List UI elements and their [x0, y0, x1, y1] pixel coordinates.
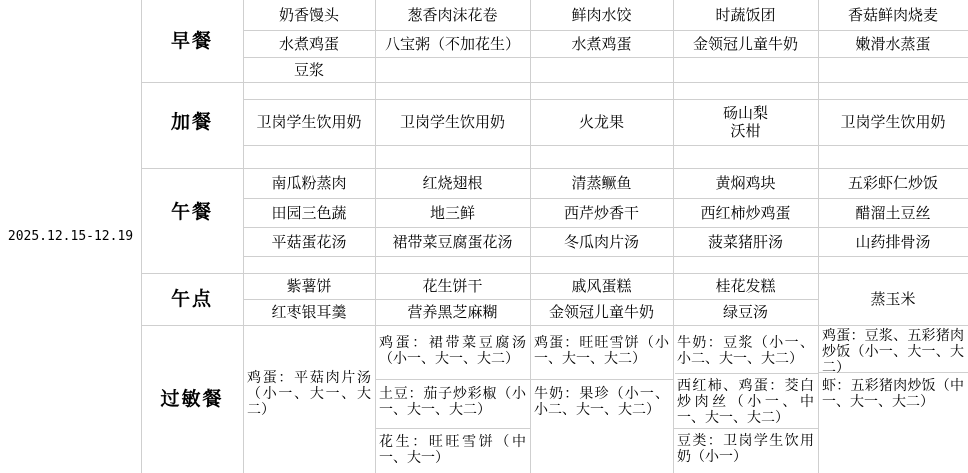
lunch-item: 地三鲜 — [429, 203, 475, 222]
allergy-note: 花生：旺旺雪饼（中一、大一） — [379, 434, 526, 466]
afternoon-item: 桂花发糕 — [715, 277, 776, 295]
lunch-item: 西红柿炒鸡蛋 — [700, 203, 791, 222]
breakfast-item: 嫩滑水蒸蛋 — [855, 34, 931, 53]
snack-cell — [673, 99, 818, 145]
lunch-item: 山药排骨汤 — [855, 232, 931, 251]
allergy-note: 西红柿、鸡蛋：茭白炒肉丝（小一、中一、大一、大二） — [677, 378, 814, 426]
grid-line — [375, 379, 673, 380]
allergy-note: 牛奶：果珍（小一、小二、大一、大二） — [534, 386, 669, 418]
snack-item: 卫岗学生饮用奶 — [256, 113, 362, 131]
lunch-item: 五彩虾仁炒饭 — [847, 174, 938, 192]
allergy-note: 牛奶：豆浆（小一、小二、大一、大二） — [677, 335, 814, 367]
breakfast-item: 奶香馒头 — [278, 6, 339, 24]
breakfast-item: 香菇鲜肉烧麦 — [847, 6, 938, 24]
grid-line — [673, 428, 818, 429]
date-range: 2025.12.15-12.19 — [7, 228, 134, 244]
category-snack: 加餐 — [170, 111, 213, 133]
grid-line — [675, 373, 818, 374]
lunch-item: 醋溜土豆丝 — [855, 203, 931, 222]
afternoon-item: 紫薯饼 — [286, 277, 332, 295]
breakfast-item: 水煮鸡蛋 — [571, 34, 632, 53]
afternoon-item: 蒸玉米 — [870, 290, 916, 308]
breakfast-item: 鲜肉水饺 — [571, 6, 632, 24]
breakfast-item: 金领冠儿童牛奶 — [692, 34, 798, 53]
category-lunch: 午餐 — [170, 201, 213, 223]
breakfast-item: 水煮鸡蛋 — [278, 34, 339, 53]
snack-item: 砀山梨 — [722, 104, 768, 122]
allergy-note: 鸡蛋：裙带菜豆腐汤（小一、大一、大二） — [379, 335, 526, 367]
lunch-item: 南瓜粉蒸肉 — [271, 174, 347, 192]
allergy-note: 土豆：茄子炒彩椒（小一、大一、大二） — [379, 386, 526, 418]
afternoon-item: 红枣银耳羹 — [271, 303, 347, 321]
lunch-item: 田园三色蔬 — [271, 203, 347, 222]
lunch-item: 菠菜猪肝汤 — [707, 232, 783, 251]
allergy-note: 虾：五彩猪肉炒饭（中一、大一、大二） — [822, 378, 964, 410]
afternoon-item: 绿豆汤 — [722, 303, 768, 321]
snack-item: 卫岗学生饮用奶 — [840, 113, 946, 131]
snack-item: 卫岗学生饮用奶 — [399, 113, 505, 131]
afternoon-item: 花生饼干 — [422, 277, 483, 295]
lunch-item: 冬瓜肉片汤 — [563, 232, 639, 251]
afternoon-item: 戚风蛋糕 — [571, 277, 632, 295]
lunch-item: 平菇蛋花汤 — [271, 232, 347, 251]
category-breakfast: 早餐 — [170, 30, 213, 52]
grid-line — [243, 256, 968, 257]
lunch-item: 黄焖鸡块 — [715, 174, 776, 192]
afternoon-item: 金领冠儿童牛奶 — [548, 303, 654, 321]
breakfast-item: 豆浆 — [293, 60, 324, 79]
grid-line — [141, 82, 968, 83]
lunch-item: 裙带菜豆腐蛋花汤 — [392, 232, 513, 251]
breakfast-item: 葱香肉沫花卷 — [407, 6, 498, 24]
category-allergy: 过敏餐 — [160, 388, 224, 410]
allergy-note: 豆类：卫岗学生饮用奶（小一） — [677, 433, 814, 465]
lunch-item: 西芹炒香干 — [563, 203, 639, 222]
lunch-item: 红烧翅根 — [422, 174, 483, 192]
breakfast-item: 时蔬饭团 — [715, 6, 776, 24]
afternoon-item: 营养黑芝麻糊 — [407, 303, 498, 321]
allergy-note: 鸡蛋：豆浆、五彩猪肉炒饭（小一、大一、大二） — [822, 328, 964, 376]
snack-item: 沃柑 — [730, 122, 761, 140]
snack-item: 火龙果 — [578, 113, 624, 131]
breakfast-item: 八宝粥（不加花生） — [384, 34, 520, 53]
grid-line — [375, 428, 530, 429]
allergy-note: 鸡蛋：旺旺雪饼（小一、大一、大二） — [534, 335, 669, 367]
allergy-note: 鸡蛋：平菇肉片汤（小一、大一、大二） — [247, 370, 371, 418]
lunch-item: 清蒸鳜鱼 — [571, 174, 632, 192]
category-afternoon: 午点 — [170, 288, 213, 310]
grid-line — [243, 145, 968, 146]
